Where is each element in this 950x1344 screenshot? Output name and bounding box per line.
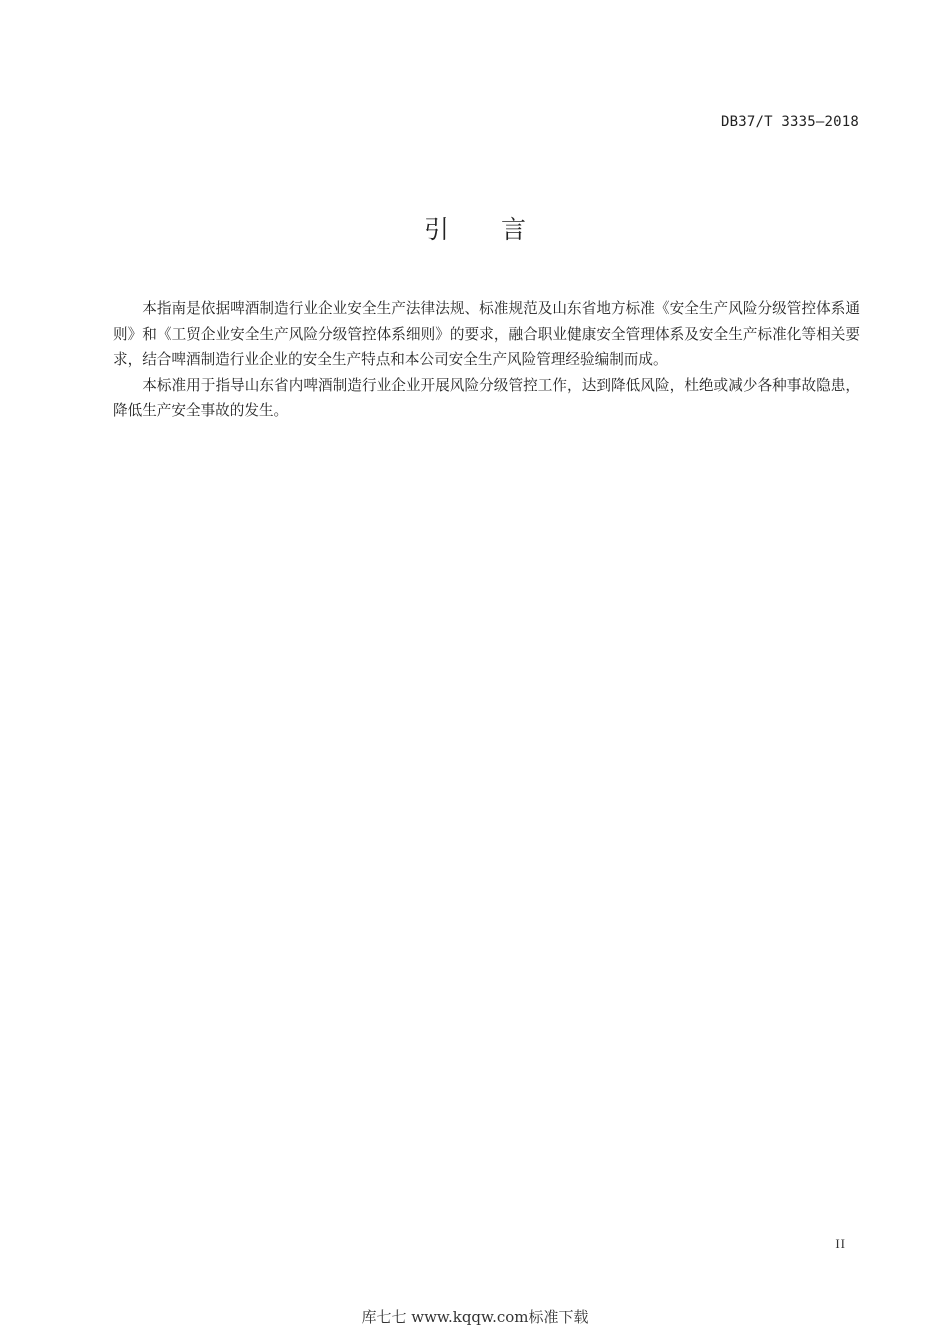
- paragraph-2: 本标准用于指导山东省内啤酒制造行业企业开展风险分级管控工作，达到降低风险，杜绝或减少各种事故隐患，降低生产安全事故的发生。: [113, 376, 860, 419]
- page-number: II: [835, 1236, 846, 1251]
- standard-code: DB37/T 3335—2018: [720, 114, 859, 130]
- introduction-body: [113, 296, 860, 424]
- footer-watermark: 库七七 www.kqqw.com标准下载: [361, 1308, 589, 1326]
- paragraph-1: 本指南是依据啤酒制造行业企业安全生产法律法规、标准规范及山东省地方标准《安全生产风险分级管控体系通则》和《工贸企业安全生产风险分级管控体系细则》的要求，融合职业健康安全管理体系及安全生产标准化等相关要求，结合啤酒制造行业企业的安全生产特点和本公司安全生产风险管理经验编制而成。: [113, 300, 860, 368]
- page-title: [0, 210, 950, 246]
- title-char-2: 言: [501, 215, 527, 244]
- title-char-1: 引: [423, 215, 449, 244]
